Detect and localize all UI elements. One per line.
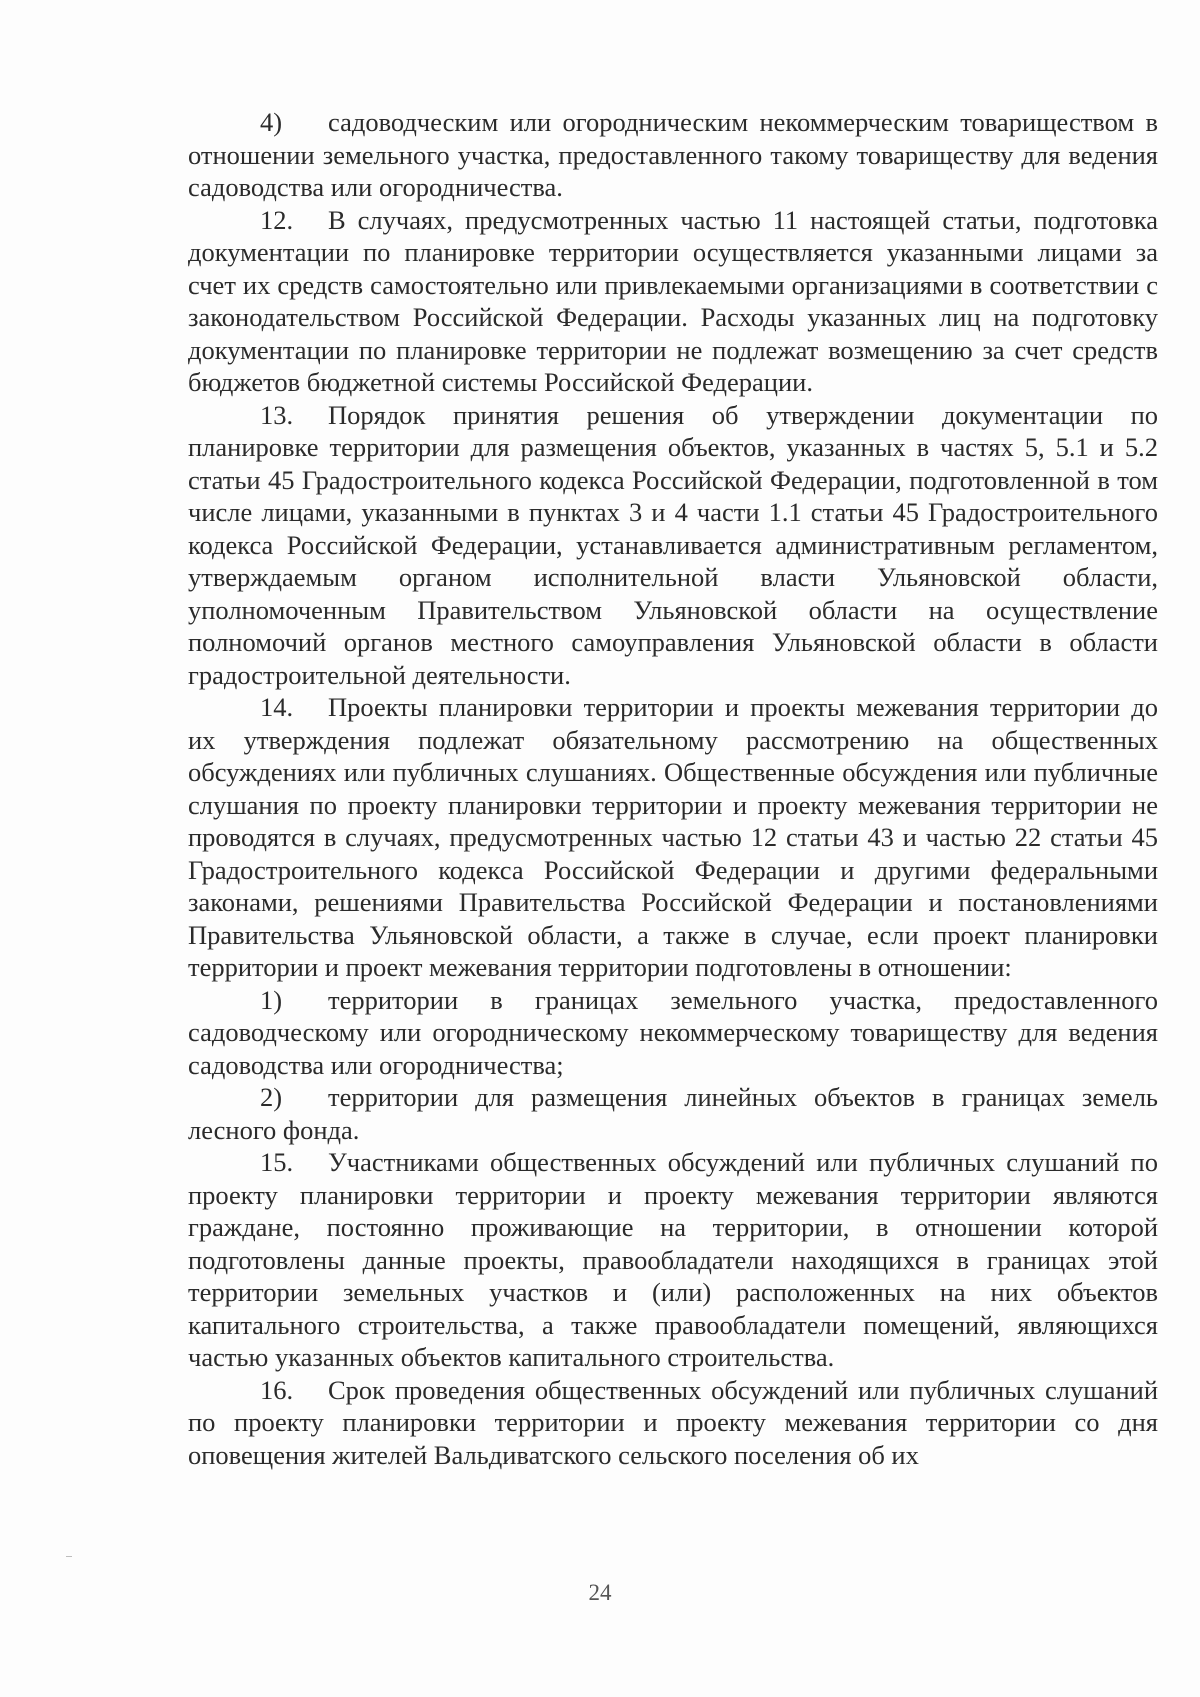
paragraph-number: 2) <box>260 1082 283 1112</box>
paragraph-13 <box>188 399 1158 692</box>
paragraph-text: В случаях, предусмотренных частью 11 настоящей статьи, подготовка документации по планировке территории осуществляется указанными лицами за счет их средств самостоятельно или привлекаемыми организациями в соответствии с законодательством Российской Федерации. Расходы указанных лиц на подготовку документации по планировке территории не подлежат возмещению за счет средств бюджетов бюджетной системы Российской Федерации. <box>188 204 1158 397</box>
paragraph-text: Проекты планировки территории и проекты межевания территории до их утверждения подлежат обязательному рассмотрению на общественных обсуждениях или публичных слушаниях. Общественные обсуждения или публичные слушания по проекту планировки территории и проекту межевания территории не проводятся в случаях, предусмотренных частью 12 статьи 43 и частью 22 статьи 45 Градостроительного кодекса Российской Федерации и другими федеральными законами, решениями Правительства Российской Федерации и постановлениями Правительства Ульяновской области, а также в случае, если проект планировки территории и проект межевания территории подготовлены в отношении: <box>188 692 1158 982</box>
paragraph-16 <box>188 1374 1158 1472</box>
paragraph-text: Порядок принятия решения об утверждении документации по планировке территории для размещения объектов, указанных в частях 5, 5.1 и 5.2 статьи 45 Градостроительного кодекса Российской Федерации, подготовленной в том числе лицами, указанными в пунктах 3 и 4 части 1.1 статьи 45 Градостроительного кодекса Российской Федерации, устанавливается административным регламентом, утверждаемым органом исполнительной власти Ульяновской области, уполномоченным Правительством Ульяновской области на осуществление полномочий органов местного самоуправления Ульяновской области в области градостроительной деятельности. <box>188 399 1158 690</box>
paragraph-text: территории в границах земельного участка, предоставленного садоводческому или огородническому некоммерческому товариществу для ведения садоводства или огородничества; <box>188 984 1158 1080</box>
paragraph-number: 14. <box>260 692 294 722</box>
scan-artifact <box>66 1556 72 1557</box>
paragraph-number: 1) <box>260 984 283 1015</box>
page-number: 24 <box>588 1580 612 1605</box>
document-body <box>188 106 1158 1471</box>
paragraph-item-4 <box>188 106 1158 204</box>
paragraph-number: 13. <box>260 399 294 430</box>
paragraph-item-1 <box>188 984 1158 1082</box>
paragraph-number: 12. <box>260 204 294 235</box>
paragraph-item-2 <box>188 1081 1158 1146</box>
paragraph-number: 15. <box>260 1147 294 1177</box>
paragraph-text: Срок проведения общественных обсуждений или публичных слушаний по проекту планировки территории и проекту межевания территории со дня оповещения жителей Вальдиватского сельского поселения об их <box>188 1374 1158 1470</box>
paragraph-text: Участниками общественных обсуждений или публичных слушаний по проекту планировки территории и проекту межевания территории являются граждане, постоянно проживающие на территории, в отношении которой подготовлены данные проекты, правообладатели находящихся в границах этой территории земельных участков и (или) расположенных на них объектов капитального строительства, а также правообладатели помещений, являющихся частью указанных объектов капитального строительства. <box>188 1147 1158 1372</box>
paragraph-text: территории для размещения линейных объектов в границах земель лесного фонда. <box>188 1082 1158 1145</box>
paragraph-number: 4) <box>260 107 283 137</box>
paragraph-12 <box>188 204 1158 399</box>
paragraph-number: 16. <box>260 1374 294 1405</box>
paragraph-text: садоводческим или огородническим некоммерческим товариществом в отношении земельного участка, предоставленного такому товариществу для ведения садоводства или огородничества. <box>188 107 1158 202</box>
paragraph-14 <box>188 691 1158 984</box>
paragraph-15 <box>188 1146 1158 1374</box>
